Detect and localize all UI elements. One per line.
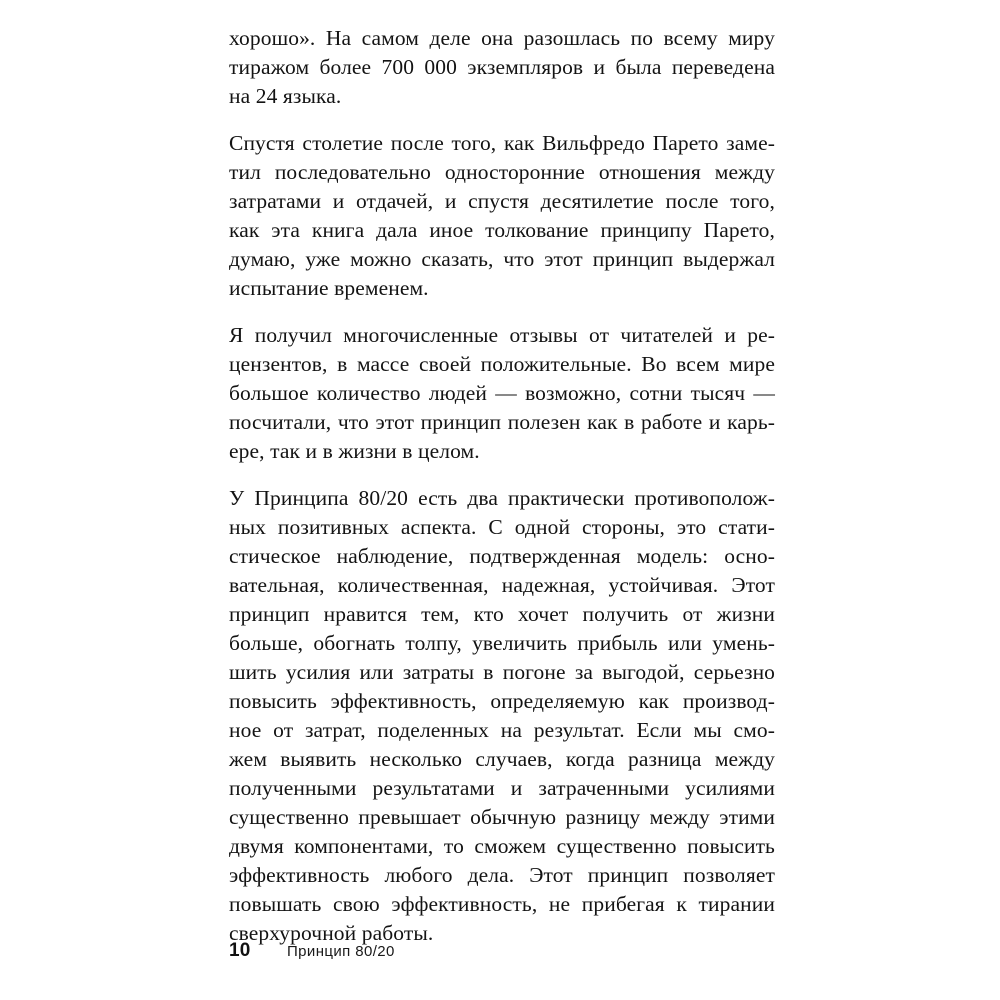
text-line: ное от затрат, поделенных на результат. Если мы смо- (229, 718, 775, 742)
text-line: жем выявить несколько случаев, когда разница между (229, 747, 776, 771)
text-line: существенно превышает обычную разницу между этими (229, 805, 775, 829)
text-line: принцип нравится тем, кто хочет получить от жизни (229, 602, 775, 626)
text-line: ере, так и в жизни в целом. (229, 439, 480, 463)
text-line: тил последовательно односторонние отношения между (229, 160, 775, 184)
text-line: вательная, количественная, надежная, устойчивая. Этот (229, 573, 775, 597)
text-line: как эта книга дала иное толкование принципу Парето, (229, 218, 775, 242)
text-line: испытание временем. (229, 276, 429, 300)
paragraph (229, 24, 775, 111)
text-line: повышать свою эффективность, не прибегая к тирании (229, 892, 775, 916)
text-line: У Принципа 80/20 есть два практически противополож- (229, 486, 776, 510)
text-line: полученными результатами и затраченными усилиями (229, 776, 775, 800)
page-footer (229, 938, 775, 964)
text-line: больше, обогнать толпу, увеличить прибыль или умень- (229, 631, 775, 655)
paragraph (229, 321, 775, 466)
text-line: ных позитивных аспекта. С одной стороны, это стати- (229, 515, 776, 539)
page-number: 10 (229, 940, 251, 961)
text-line: шить усилия или затраты в погоне за выгодой, серьезно (229, 660, 776, 684)
text-line: затратами и отдачей, и спустя десятилетие после того, (229, 189, 775, 213)
text-line: Я получил многочисленные отзывы от читателей и ре- (229, 323, 776, 347)
body-text-column (229, 24, 775, 948)
text-line: стическое наблюдение, подтвержденная модель: осно- (229, 544, 775, 568)
text-line: повысить эффективность, определяемую как производ- (229, 689, 775, 713)
text-line: посчитали, что этот принцип полезен как в работе и карь- (229, 410, 775, 434)
text-line: сверхурочной работы. (229, 921, 434, 945)
text-line: думаю, уже можно сказать, что этот принцип выдержал (229, 247, 776, 271)
text-line: двумя компонентами, то сможем существенно повысить (229, 834, 775, 858)
text-line: цензентов, в массе своей положительные. Во всем мире (229, 352, 775, 376)
paragraph (229, 129, 775, 303)
text-line: на 24 языка. (229, 84, 342, 108)
text-line: Спустя столетие после того, как Вильфредо Парето заме- (229, 131, 775, 155)
text-line: эффективность любого дела. Этот принцип позволяет (229, 863, 775, 887)
paragraph (229, 484, 775, 948)
running-head: Принцип 80/20 (287, 942, 395, 960)
text-line: хорошо». На самом деле она разошлась по всему миру (229, 26, 775, 50)
text-line: большое количество людей — возможно, сотни тысяч — (229, 381, 776, 405)
text-line: тиражом более 700 000 экземпляров и была переведена (229, 55, 775, 79)
